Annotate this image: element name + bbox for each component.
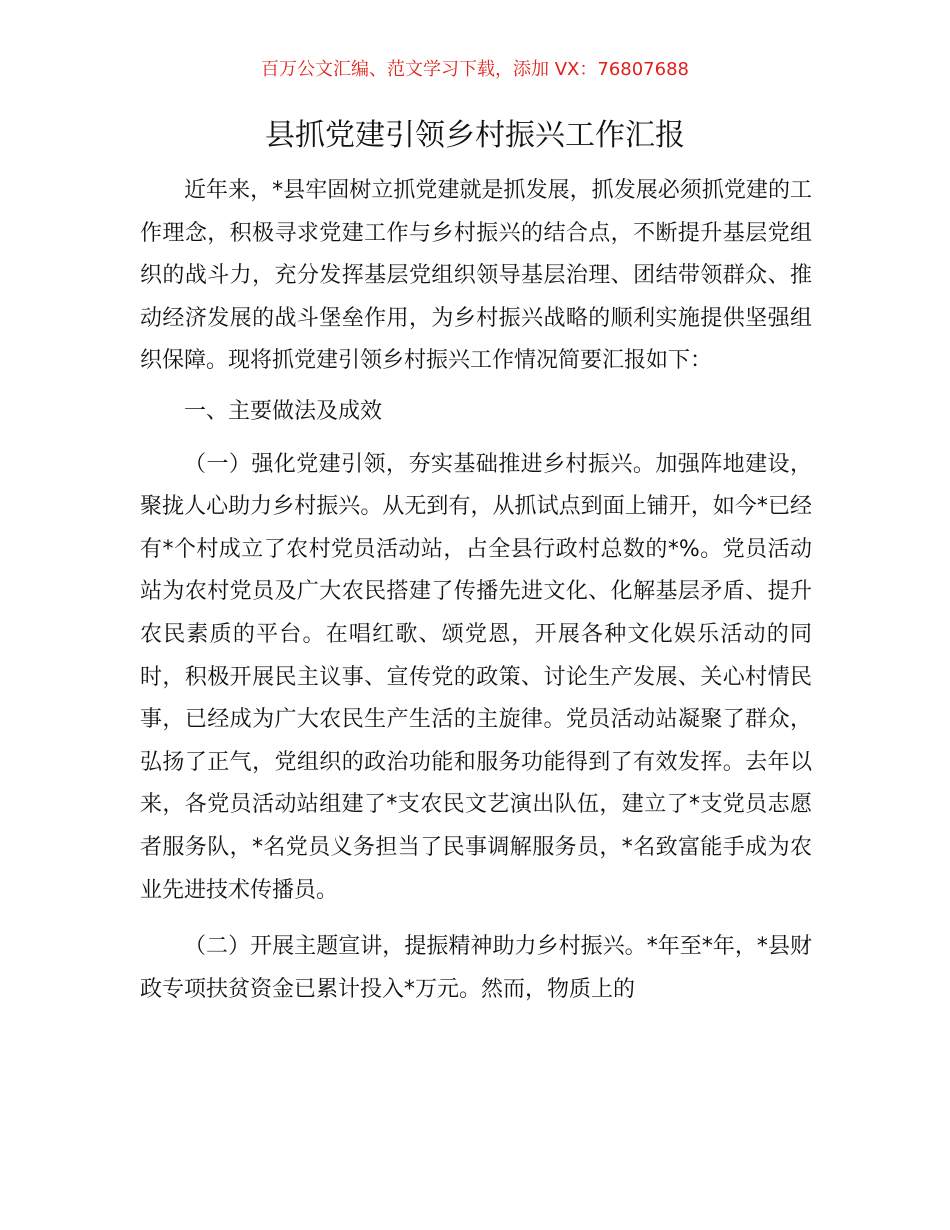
- watermark-header: 百万公文汇编、范文学习下载，添加 VX：76807688: [261, 59, 689, 80]
- section-heading: 一、主要做法及成效: [184, 398, 383, 424]
- body-paragraph: （一）强化党建引领，夯实基础推进乡村振兴。加强阵地建设，聚拢人心助力乡村振兴。从无到有，从抓试点到面上铺开，如今*已经有*个村成立了农村党员活动站，占全县行政村总数的*%。党员活动站为农村党员及广大农民搭建了传播先进文化、化解基层矛盾、提升农民素质的平台。在唱红歌、颂党恩，开展各种文化娱乐活动的同时，积极开展民主议事、宣传党的政策、讨论生产发展、关心村情民事，已经成为广大农民生产生活的主旋律。党员活动站凝聚了群众，弘扬了正气，党组织的政治功能和服务功能得到了有效发挥。去年以来，各党员活动站组建了*支农民文艺演出队伍，建立了*支党员志愿者服务队，*名党员义务担当了民事调解服务员，*名致富能手成为农业先进技术传播员。: [140, 451, 812, 903]
- intro-paragraph: 近年来，*县牢固树立抓党建就是抓发展，抓发展必须抓党建的工作理念，积极寻求党建工作与乡村振兴的结合点，不断提升基层党组织的战斗力，充分发挥基层党组织领导基层治理、团结带领群众、推动经济发展的战斗堡垒作用，为乡村振兴战略的顺利实施提供坚强组织保障。现将抓党建引领乡村振兴工作情况简要汇报如下：: [140, 178, 812, 374]
- document-body: [140, 170, 812, 1011]
- document-title: 县抓党建引领乡村振兴工作汇报: [265, 118, 685, 153]
- body-paragraph: （二）开展主题宣讲，提振精神助力乡村振兴。*年至*年，*县财政专项扶贫资金已累计投入*万元。然而，物质上的: [140, 934, 812, 1002]
